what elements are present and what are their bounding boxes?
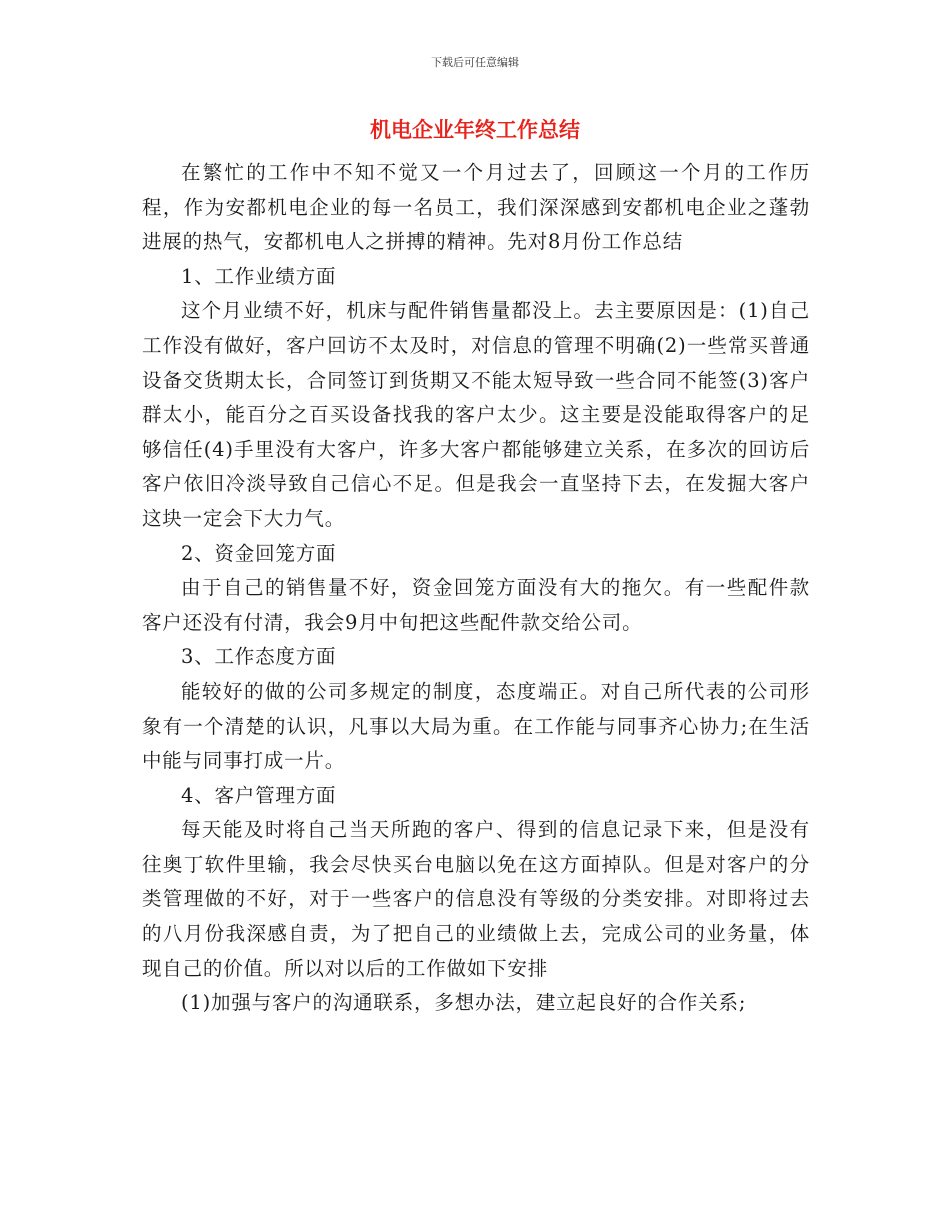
section-heading-attitude: 3、工作态度方面 (181, 645, 337, 669)
paragraph-funds: 由于自己的销售量不好，资金回笼方面没有大的拖欠。有一些配件款客户还没有付清，我会9月中旬把这些配件款交给公司。 (142, 576, 810, 634)
section-heading-customers: 4、客户管理方面 (181, 783, 337, 807)
document-title: 机电企业年终工作总结 (370, 118, 580, 142)
header-note: 下载后可任意编辑 (431, 56, 519, 69)
paragraph-attitude: 能较好的做的公司多规定的制度，态度端正。对自己所代表的公司形象有一个清楚的认识，凡事以大局为重。在工作能与同事齐心协力;在生活中能与同事打成一片。 (142, 679, 810, 773)
document-body (142, 156, 810, 1021)
paragraph-performance: 这个月业绩不好，机床与配件销售量都没上。去主要原因是：(1)自己工作没有做好，客户回访不太及时，对信息的管理不明确(2)一些常买普通设备交货期太长，合同签订到货期又不能太短导致一些合同不能签(3)客户群太小，能百分之百买设备找我的客户太少。这主要是没能取得客户的足够信任(4)手里没有大客户，许多大客户都能够建立关系，在多次的回访后客户依旧冷淡导致自己信心不足。但是我会一直坚持下去，在发掘大客户这块一定会下大力气。 (142, 299, 810, 530)
paragraph-intro: 在繁忙的工作中不知不觉又一个月过去了，回顾这一个月的工作历程，作为安都机电企业的每一名员工，我们深深感到安都机电企业之蓬勃进展的热气，安都机电人之拼搏的精神。先对8月份工作总结 (142, 161, 810, 254)
paragraph-customers: 每天能及时将自己当天所跑的客户、得到的信息记录下来，但是没有往奥丁软件里输，我会尽快买台电脑以免在这方面掉队。但是对客户的分类管理做的不好，对于一些客户的信息没有等级的分类安排。对即将过去的八月份我深感自责，为了把自己的业绩做上去，完成公司的业务量，体现自己的价值。所以对以后的工作做如下安排 (142, 818, 810, 980)
section-heading-performance: 1、工作业绩方面 (181, 264, 337, 288)
section-heading-funds: 2、资金回笼方面 (181, 541, 337, 565)
plan-item-1: (1)加强与客户的沟通联系，多想办法，建立起良好的合作关系; (181, 991, 747, 1015)
